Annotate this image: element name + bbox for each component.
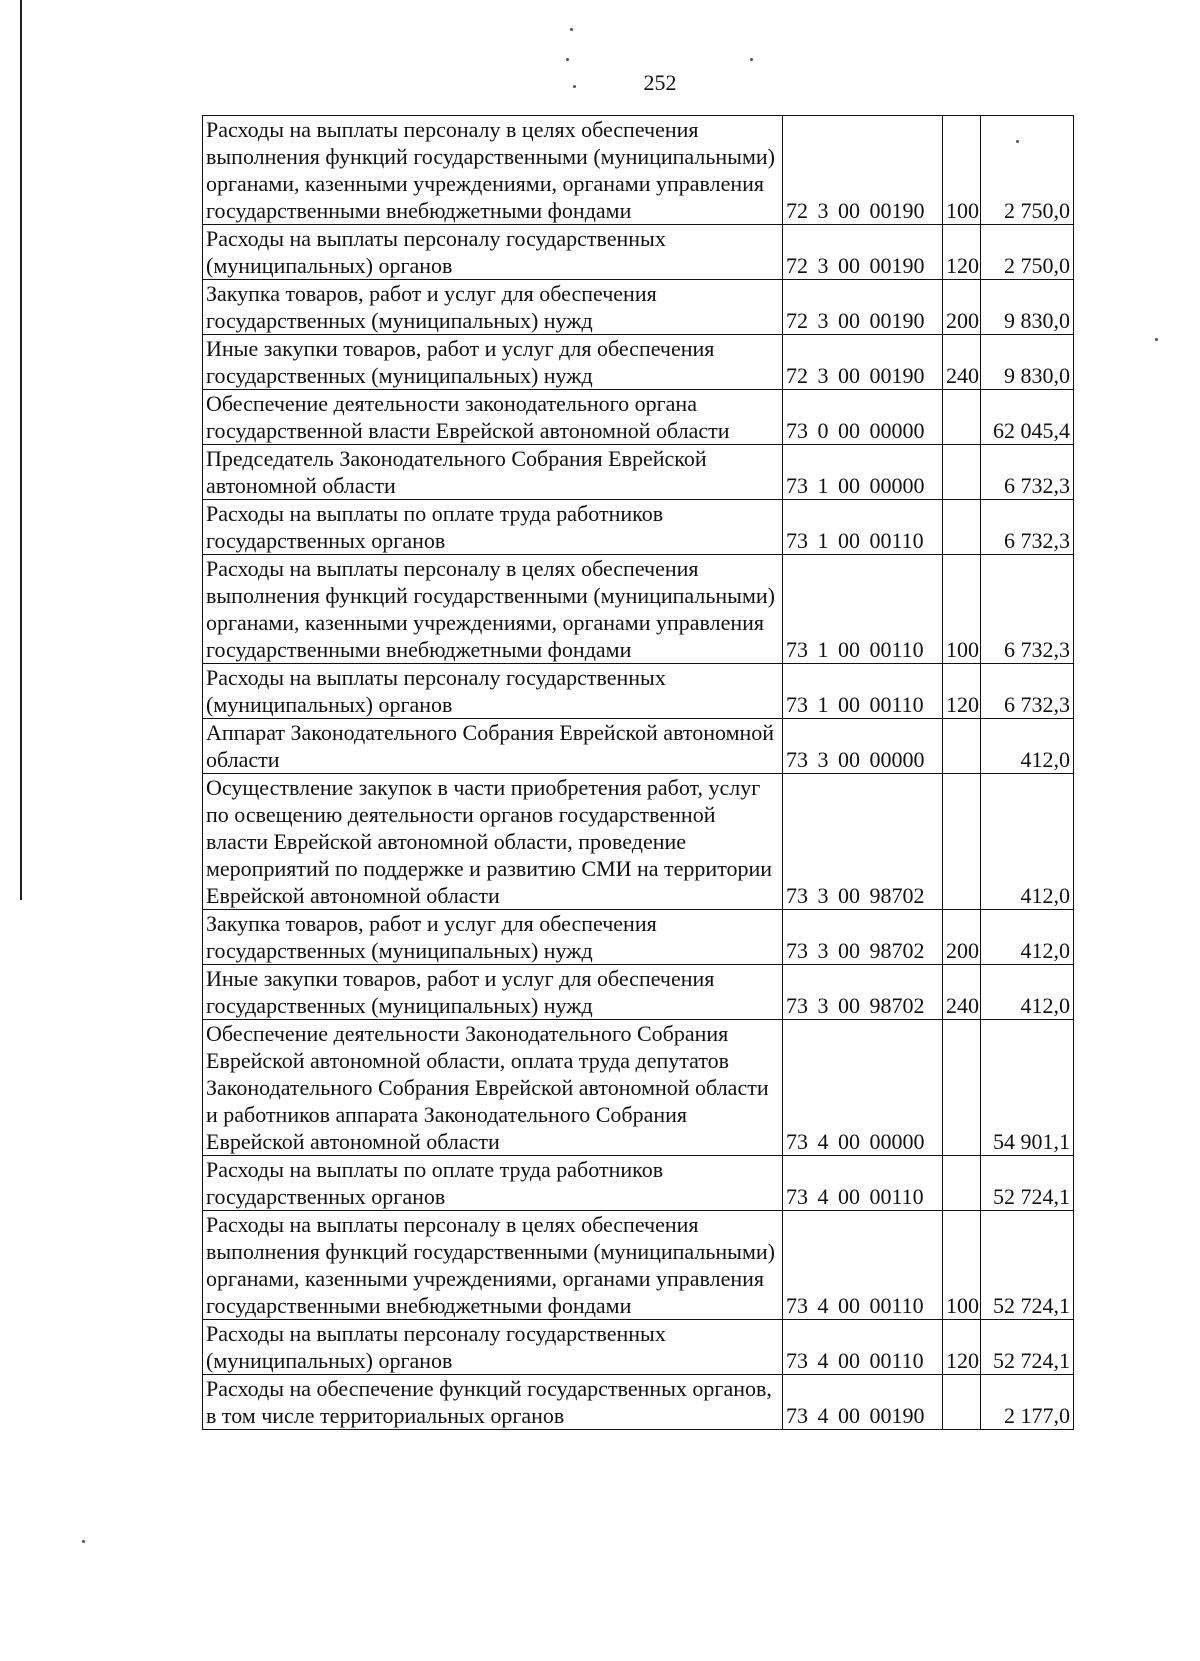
table-row xyxy=(203,390,1074,445)
scan-speck xyxy=(750,58,753,61)
row-sum: 412,0 xyxy=(981,965,1074,1020)
row-sum: 6 732,3 xyxy=(981,500,1074,555)
row-csr-code: 73 1 00 00110 xyxy=(783,664,943,719)
table-row xyxy=(203,1020,1074,1156)
row-vr-code xyxy=(943,1156,981,1211)
row-sum: 9 830,0 xyxy=(981,280,1074,335)
table-row xyxy=(203,445,1074,500)
row-csr-code: 73 3 00 00000 xyxy=(783,719,943,774)
row-csr-code: 73 4 00 00110 xyxy=(783,1211,943,1320)
row-vr-code xyxy=(943,390,981,445)
row-vr-code: 120 xyxy=(943,225,981,280)
row-vr-code: 240 xyxy=(943,965,981,1020)
row-name: Председатель Законодательного Собрания Еврейской автономной области xyxy=(203,445,783,500)
row-name: Расходы на выплаты по оплате труда работников государственных органов xyxy=(203,500,783,555)
table-row xyxy=(203,555,1074,664)
row-name: Иные закупки товаров, работ и услуг для обеспечения государственных (муниципальных) нужд xyxy=(203,965,783,1020)
row-vr-code xyxy=(943,1020,981,1156)
row-name: Расходы на выплаты персоналу государственных (муниципальных) органов xyxy=(203,1320,783,1375)
row-name: Закупка товаров, работ и услуг для обеспечения государственных (муниципальных) нужд xyxy=(203,910,783,965)
scan-speck xyxy=(82,1540,85,1543)
row-sum: 54 901,1 xyxy=(981,1020,1074,1156)
row-csr-code: 72 3 00 00190 xyxy=(783,280,943,335)
row-name: Расходы на выплаты персоналу в целях обеспечения выполнения функций государственными (муниципальными) органами, казенными учреждениями, органами управления государственными внебюджетными фондами xyxy=(203,1211,783,1320)
row-name: Аппарат Законодательного Собрания Еврейской автономной области xyxy=(203,719,783,774)
row-vr-code: 100 xyxy=(943,1211,981,1320)
row-csr-code: 73 4 00 00000 xyxy=(783,1020,943,1156)
scan-speck xyxy=(566,58,569,61)
row-sum: 6 732,3 xyxy=(981,555,1074,664)
table-row xyxy=(203,280,1074,335)
row-name: Расходы на выплаты персоналу в целях обеспечения выполнения функций государственными (муниципальными) органами, казенными учреждениями, органами управления государственными внебюджетными фондами xyxy=(203,116,783,225)
table-row xyxy=(203,500,1074,555)
row-vr-code xyxy=(943,719,981,774)
row-vr-code: 200 xyxy=(943,280,981,335)
row-vr-code: 240 xyxy=(943,335,981,390)
row-sum: 52 724,1 xyxy=(981,1320,1074,1375)
page-number: 252 xyxy=(643,70,677,95)
row-sum: 412,0 xyxy=(981,910,1074,965)
table-row xyxy=(203,910,1074,965)
table-row xyxy=(203,664,1074,719)
row-vr-code xyxy=(943,1375,981,1430)
row-csr-code: 73 1 00 00110 xyxy=(783,555,943,664)
table-row xyxy=(203,965,1074,1020)
scan-margin-line xyxy=(20,0,22,900)
row-name: Расходы на выплаты персоналу государственных (муниципальных) органов xyxy=(203,664,783,719)
row-sum: 412,0 xyxy=(981,719,1074,774)
row-csr-code: 72 3 00 00190 xyxy=(783,225,943,280)
row-vr-code: 100 xyxy=(943,555,981,664)
row-sum: 412,0 xyxy=(981,774,1074,910)
scan-speck xyxy=(1155,338,1158,341)
row-vr-code xyxy=(943,774,981,910)
row-sum: 9 830,0 xyxy=(981,335,1074,390)
row-name: Осуществление закупок в части приобретения работ, услуг по освещению деятельности органов государственной власти Еврейской автономной области, проведение мероприятий по поддержке и развитию СМИ на территории Еврейской автономной области xyxy=(203,774,783,910)
row-csr-code: 73 3 00 98702 xyxy=(783,910,943,965)
row-csr-code: 73 3 00 98702 xyxy=(783,774,943,910)
row-csr-code: 73 4 00 00190 xyxy=(783,1375,943,1430)
table-row xyxy=(203,774,1074,910)
row-name: Расходы на обеспечение функций государственных органов, в том числе территориальных органов xyxy=(203,1375,783,1430)
table-row xyxy=(203,335,1074,390)
table-row xyxy=(203,1211,1074,1320)
row-vr-code: 200 xyxy=(943,910,981,965)
budget-table xyxy=(202,115,1074,1430)
scan-speck xyxy=(570,28,573,31)
row-csr-code: 72 3 00 00190 xyxy=(783,335,943,390)
row-csr-code: 73 0 00 00000 xyxy=(783,390,943,445)
row-vr-code xyxy=(943,445,981,500)
row-name: Расходы на выплаты персоналу государственных (муниципальных) органов xyxy=(203,225,783,280)
row-sum: 6 732,3 xyxy=(981,445,1074,500)
row-csr-code: 73 1 00 00000 xyxy=(783,445,943,500)
table-row xyxy=(203,116,1074,225)
row-name: Расходы на выплаты по оплате труда работников государственных органов xyxy=(203,1156,783,1211)
row-name: Иные закупки товаров, работ и услуг для обеспечения государственных (муниципальных) нужд xyxy=(203,335,783,390)
table-row xyxy=(203,1375,1074,1430)
row-sum: 6 732,3 xyxy=(981,664,1074,719)
row-name: Обеспечение деятельности законодательного органа государственной власти Еврейской автономной области xyxy=(203,390,783,445)
table-row xyxy=(203,1320,1074,1375)
row-sum: 2 750,0 xyxy=(981,225,1074,280)
row-sum: 52 724,1 xyxy=(981,1156,1074,1211)
row-vr-code: 100 xyxy=(943,116,981,225)
row-csr-code: 72 3 00 00190 xyxy=(783,116,943,225)
table-row xyxy=(203,719,1074,774)
budget-table-body xyxy=(203,116,1074,1430)
row-csr-code: 73 1 00 00110 xyxy=(783,500,943,555)
row-sum: 2 177,0 xyxy=(981,1375,1074,1430)
table-row xyxy=(203,1156,1074,1211)
row-sum: 52 724,1 xyxy=(981,1211,1074,1320)
row-vr-code xyxy=(943,500,981,555)
row-vr-code: 120 xyxy=(943,664,981,719)
row-csr-code: 73 4 00 00110 xyxy=(783,1320,943,1375)
table-row xyxy=(203,225,1074,280)
row-name: Закупка товаров, работ и услуг для обеспечения государственных (муниципальных) нужд xyxy=(203,280,783,335)
row-csr-code: 73 3 00 98702 xyxy=(783,965,943,1020)
row-csr-code: 73 4 00 00110 xyxy=(783,1156,943,1211)
row-name: Расходы на выплаты персоналу в целях обеспечения выполнения функций государственными (муниципальными) органами, казенными учреждениями, органами управления государственными внебюджетными фондами xyxy=(203,555,783,664)
row-sum: 2 750,0 xyxy=(981,116,1074,225)
row-name: Обеспечение деятельности Законодательного Собрания Еврейской автономной области, оплата труда депутатов Законодательного Собрания Еврейской автономной области и работников аппарата Законодательного Собрания Еврейской автономной области xyxy=(203,1020,783,1156)
row-sum: 62 045,4 xyxy=(981,390,1074,445)
row-vr-code: 120 xyxy=(943,1320,981,1375)
